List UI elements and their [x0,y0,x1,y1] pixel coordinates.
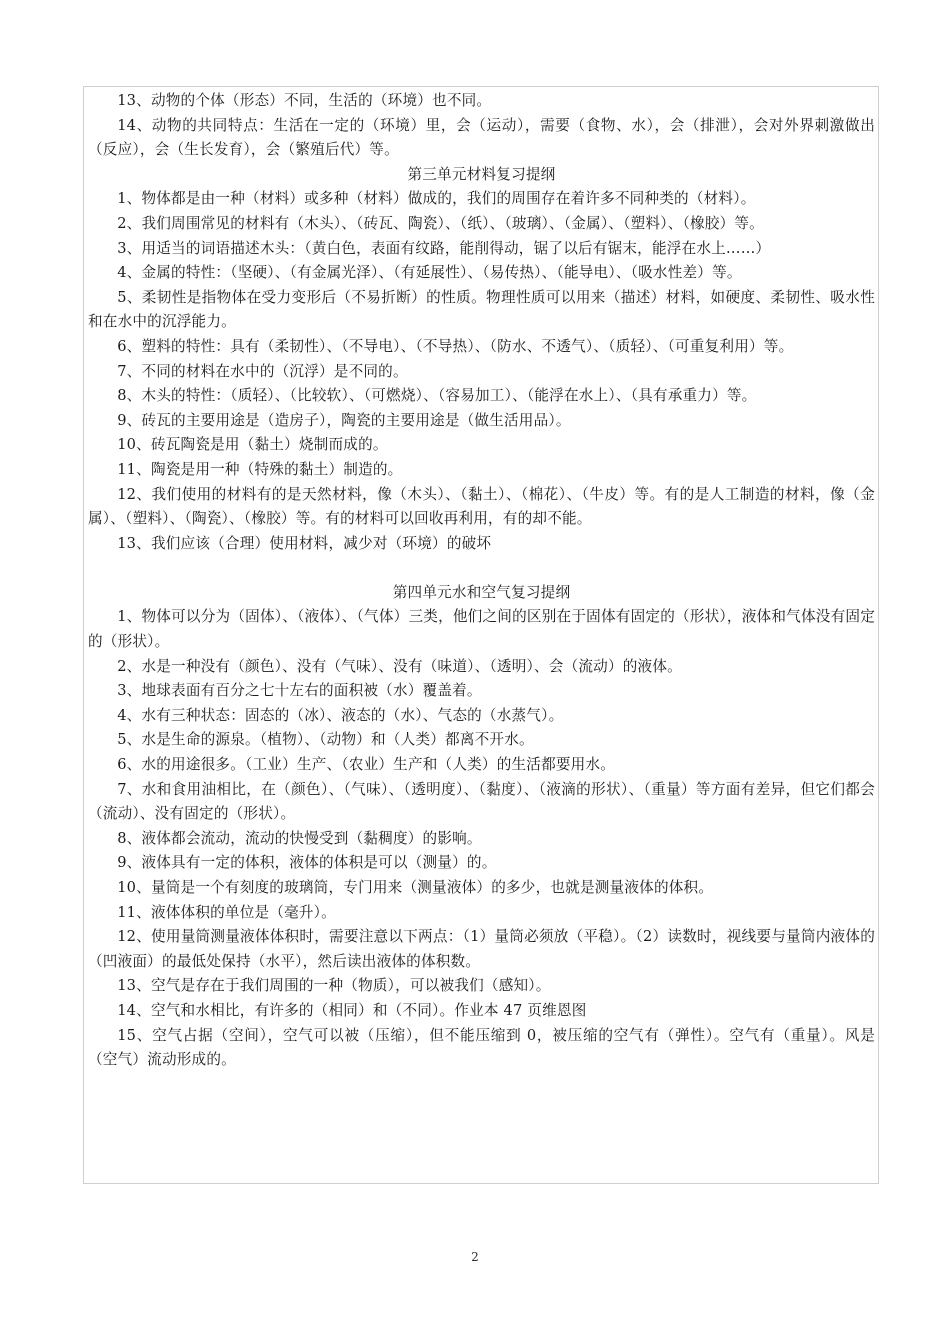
unit4-item-13: 13、空气是存在于我们周围的一种（物质），可以被我们（感知）。 [117,977,551,995]
unit4-item-7: 7、水和食用油相比，在（颜色）、（气味）、（透明度）、（黏度）、（液滴的形状）、（重量）等方面有差异，但它们都会（流动）、没有固定的（形状）。 [88,780,875,823]
unit3-item-10: 10、砖瓦陶瓷是用（黏土）烧制而成的。 [117,436,388,454]
unit3-item-7: 7、不同的材料在水中的（沉浮）是不同的。 [117,362,408,380]
unit4-item-14: 14、空气和水相比，有许多的（相同）和（不同）。作业本 47 页维恩图 [117,1001,587,1019]
unit4-item-9: 9、液体具有一定的体积，液体的体积是可以（测量）的。 [117,854,497,872]
unit4-item-11: 11、液体体积的单位是（毫升）。 [117,903,336,921]
unit4-item-10: 10、量筒是一个有刻度的玻璃筒，专门用来（测量液体）的多少，也就是测量液体的体积。 [117,879,714,896]
unit3-item-3: 3、用适当的词语描述木头：（黄白色，表面有纹路，能削得动，锯了以后有锯末，能浮在水上……） [117,239,771,257]
section-spacer [88,556,875,581]
unit2-item-13: 13、动物的个体（形态）不同，生活的（环境）也不同。 [117,92,492,109]
page-number: 2 [471,1250,479,1264]
unit3-item-5: 5、柔韧性是指物体在受力变形后（不易折断）的性质。物理性质可以用来（描述）材料，如硬度、柔韧性、吸水性和在水中的沉浮能力。 [88,288,875,331]
unit3-item-1: 1、物体都是由一种（材料）或多种（材料）做成的，我们的周围存在着许多不同种类的（材料）。 [117,190,756,208]
unit4-item-2: 2、水是一种没有（颜色）、没有（气味）、没有（味道）、（透明）、会（流动）的液体。 [117,657,682,675]
unit4-title: 第四单元水和空气复习提纲 [392,583,571,601]
unit3-title: 第三单元材料复习提纲 [407,165,556,183]
unit2-item-14: 14、动物的共同特点：生活在一定的（环境）里，会（运动），需要（食物、水），会（排泄），会对外界刺激做出（反应），会（生长发育），会（繁殖后代）等。 [88,116,875,159]
unit3-item-6: 6、塑料的特性：具有（柔韧性）、（不导电）、（不导热）、（防水、不透气）、（质轻）、（可重复利用）等。 [117,337,794,355]
unit3-item-13: 13、我们应该（合理）使用材料，减少对（环境）的破坏 [117,534,492,552]
unit4-item-12: 12、使用量筒测量液体体积时，需要注意以下两点：（1）量筒必须放（平稳）。（2）读数时，视线要与量筒内液体的（凹液面）的最低处保持（水平），然后读出液体的体积数。 [88,928,875,970]
unit3-item-11: 11、陶瓷是用一种（特殊的黏土）制造的。 [117,460,403,478]
unit3-item-12: 12、我们使用的材料有的是天然材料，像（木头）、（黏土）、（棉花）、（牛皮）等。有的是人工制造的材料，像（金属）、（塑料）、（陶瓷）、（橡胶）等。有的材料可以回收再利用，有的却不能。 [88,485,875,528]
unit4-item-1: 1、物体可以分为（固体）、（液体）、（气体）三类，他们之间的区别在于固体有固定的（形状），液体和气体没有固定的（形状）。 [88,608,875,651]
document-frame [83,86,879,1184]
unit3-item-9: 9、砖瓦的主要用途是（造房子），陶瓷的主要用途是（做生活用品）。 [117,411,571,429]
unit4-item-15: 15、空气占据（空间），空气可以被（压缩），但不能压缩到 0，被压缩的空气有（弹性）。空气有（重量）。风是（空气）流动形成的。 [88,1026,875,1069]
unit4-item-8: 8、液体都会流动，流动的快慢受到（黏稠度）的影响。 [117,829,482,847]
unit3-item-4: 4、金属的特性：（坚硬）、（有金属光泽）、（有延展性）、（易传热）、（能导电）、（吸水性差）等。 [117,264,742,282]
unit4-item-3: 3、地球表面有百分之七十左右的面积被（水）覆盖着。 [117,682,482,700]
unit4-item-6: 6、水的用途很多。（工业）生产、（农业）生产和（人类）的生活都要用水。 [117,756,616,774]
unit3-item-8: 8、木头的特性：（质轻）、（比较软）、（可燃烧）、（容易加工）、（能浮在水上）、（具有承重力）等。 [117,387,757,405]
document-content [88,89,875,1073]
unit3-item-2: 2、我们周围常见的材料有（木头）、（砖瓦、陶瓷）、（纸）、（玻璃）、（金属）、（塑料）、（橡胶）等。 [117,214,764,232]
unit4-item-5: 5、水是生命的源泉。（植物）、（动物）和（人类）都离不开水。 [117,731,534,749]
unit4-item-4: 4、水有三种状态：固态的（冰）、液态的（水）、气态的（水蒸气）。 [117,706,564,724]
